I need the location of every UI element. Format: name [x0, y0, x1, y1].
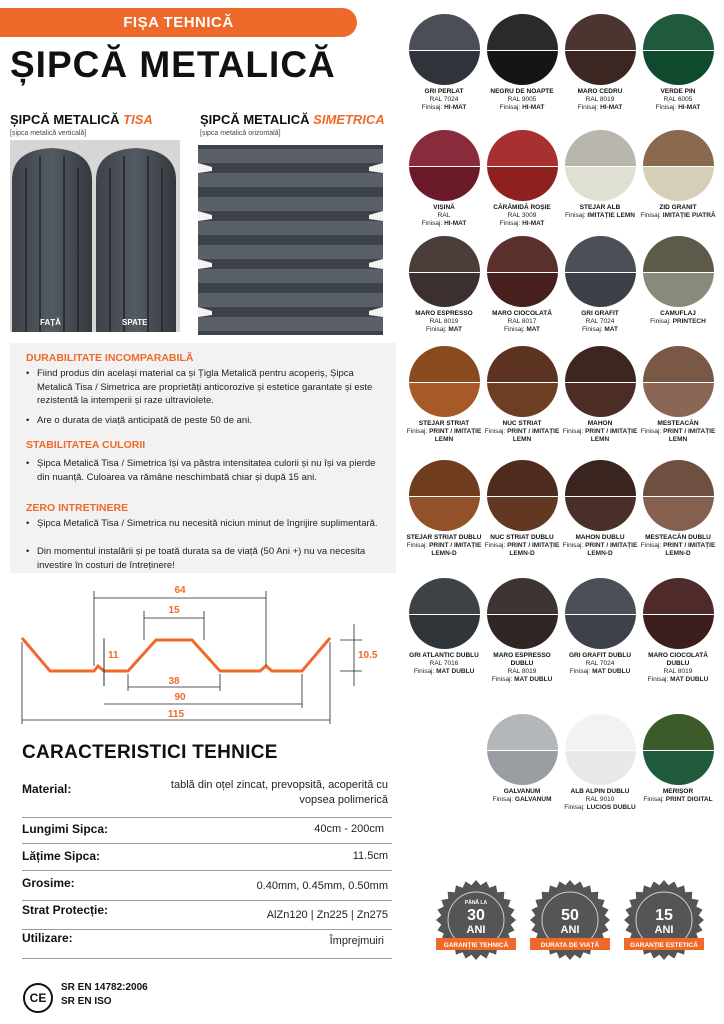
swatch-finish	[638, 676, 718, 684]
color-swatch[interactable]	[638, 236, 718, 326]
swatch-circle	[565, 346, 636, 417]
swatch-name: NUC STRIAT DUBLU	[490, 534, 554, 541]
finish-value: PRINT / IMITAȚIE LEMN	[585, 428, 638, 443]
swatch-name: MARO ESPRESSO DUBLU	[493, 652, 551, 667]
finish-label: Finisaj:	[406, 542, 428, 549]
simetrica-photo-art	[198, 145, 383, 335]
swatch-ral: RAL	[437, 212, 451, 219]
warranty-badge	[620, 878, 708, 966]
finish-value: HI-MAT	[522, 220, 545, 227]
color-swatch[interactable]	[638, 714, 718, 804]
finish-value: GALVANUM	[514, 796, 552, 803]
dim-115: 115	[167, 709, 185, 720]
swatch-ral: RAL 7024	[585, 660, 615, 667]
swatch-texture	[643, 130, 714, 166]
swatch-name: VIȘINĂ	[433, 204, 455, 211]
badge-unit: ANI	[466, 924, 486, 936]
tech-row-material	[22, 778, 392, 818]
color-swatch[interactable]	[482, 130, 562, 228]
swatch-finish	[638, 428, 718, 444]
tech-row-label: Utilizare:	[22, 931, 73, 945]
swatch-ral: RAL 8019	[663, 668, 693, 675]
header-pill	[0, 8, 357, 37]
swatch-circle	[409, 460, 480, 531]
color-swatch[interactable]	[482, 346, 562, 444]
tech-row-length	[22, 822, 392, 844]
tech-row-value: Împrejmuiri	[329, 935, 384, 947]
swatch-finish	[638, 542, 718, 558]
finish-label: Finisaj:	[647, 676, 669, 683]
simetrica-title-prefix: ȘIPCĂ METALICĂ	[200, 112, 314, 127]
swatch-color	[565, 614, 636, 650]
tech-row-usage	[22, 931, 392, 959]
back-label: SPATE	[122, 318, 148, 327]
swatch-circle	[409, 578, 480, 649]
swatch-color	[565, 496, 636, 532]
finish-value: IMITAȚIE LEMN	[587, 212, 635, 219]
swatch-color	[409, 166, 480, 202]
finish-label: Finisaj:	[655, 104, 677, 111]
swatch-color	[643, 496, 714, 532]
swatch-color	[409, 50, 480, 86]
finish-label: Finisaj:	[499, 104, 521, 111]
color-swatch[interactable]	[404, 578, 484, 676]
swatch-finish	[404, 542, 484, 558]
swatch-texture	[487, 460, 558, 496]
color-swatch[interactable]	[638, 460, 718, 558]
swatch-texture	[487, 578, 558, 614]
badge-unit: ANI	[560, 924, 580, 936]
finish-label: Finisaj:	[640, 212, 661, 219]
finish-value: HI-MAT	[678, 104, 701, 111]
color-swatch[interactable]	[404, 236, 484, 334]
color-swatch[interactable]	[638, 130, 718, 220]
swatch-texture	[487, 14, 558, 50]
finish-value: PRINT / IMITAȚIE LEMN-D	[585, 542, 638, 557]
swatch-finish	[404, 326, 484, 334]
finish-label: Finisaj:	[413, 668, 435, 675]
finish-label: Finisaj:	[565, 212, 586, 219]
finish-value: HI-MAT	[444, 104, 467, 111]
swatch-circle	[643, 578, 714, 649]
swatch-name: NUC STRIAT	[502, 420, 542, 427]
swatch-circle	[487, 460, 558, 531]
swatch-name: ALB ALPIN DUBLU	[570, 788, 630, 795]
color-bullet-1: • Șipca Metalică Tisa / Simetrica își va păstra intensitatea culorii și nu își va pierde din nuanță. Culoarea va rămâne neschimbată chiar și după 15 ani.	[26, 457, 386, 484]
swatch-ral: RAL 8019	[585, 96, 615, 103]
dim-38: 38	[168, 676, 180, 687]
swatch-ral: RAL 7024	[429, 96, 459, 103]
swatch-finish	[482, 676, 562, 684]
swatch-texture	[487, 714, 558, 750]
swatch-name: MESTEACĂN	[657, 420, 699, 427]
swatch-name: STEJAR ALB	[579, 204, 621, 211]
swatch-texture	[565, 14, 636, 50]
finish-label: Finisaj:	[503, 326, 525, 333]
tech-row-value: 40cm - 200cm	[314, 823, 384, 835]
swatch-name: MARO ESPRESSO	[415, 310, 473, 317]
tech-row-protection	[22, 903, 392, 930]
swatch-name: GRI GRAFIT	[581, 310, 619, 317]
finish-label: Finisaj:	[581, 326, 603, 333]
swatch-circle	[487, 236, 558, 307]
swatch-color	[643, 50, 714, 86]
tech-row-value: 11.5cm	[352, 850, 388, 862]
swatch-finish	[404, 428, 484, 444]
tech-row-label: Lățime Sipca:	[22, 849, 101, 863]
swatch-texture	[643, 14, 714, 50]
swatch-circle	[487, 346, 558, 417]
swatch-color	[409, 496, 480, 532]
swatch-texture	[565, 130, 636, 166]
durability-bullet-1: • Fiind produs din același material ca și Țigla Metalică pentru acoperiș, Șipca Metalică Tisa / Simetrica are proprietăți anticorozive și estetice garantate și este rezistentă la intemperii și raze ultraviolete.	[26, 367, 386, 408]
swatch-ral: RAL 8017	[507, 318, 537, 325]
swatch-name: MARO CIOCOLATĂ	[492, 310, 552, 317]
tech-row-thickness	[22, 876, 392, 901]
finish-label: Finisaj:	[650, 318, 671, 325]
page-title: ȘIPCĂ METALICĂ	[10, 44, 336, 85]
tech-row-label: Lungimi Sipca:	[22, 822, 109, 836]
swatch-ral: RAL 8019	[429, 318, 459, 325]
maintenance-bullet-1: • Șipca Metalică Tisa / Simetrica nu necesită niciun minut de îngrijire suplimentară.	[26, 517, 386, 531]
swatch-name: MAHON	[587, 420, 613, 427]
color-swatch[interactable]	[560, 346, 640, 444]
color-swatch[interactable]	[482, 714, 562, 804]
swatch-name: ZID GRANIT	[659, 204, 697, 211]
badge-number: 30	[467, 907, 485, 924]
color-swatch[interactable]	[560, 236, 640, 334]
simetrica-note: [șipca metalică orizontală]	[200, 130, 281, 137]
swatch-circle	[409, 346, 480, 417]
swatch-color	[487, 382, 558, 418]
swatch-color	[643, 166, 714, 202]
swatch-color	[487, 750, 558, 786]
color-swatch[interactable]	[482, 460, 562, 558]
finish-label: Finisaj:	[562, 428, 584, 435]
swatch-texture	[409, 346, 480, 382]
color-swatch[interactable]	[560, 14, 640, 112]
swatch-name: MERIȘOR	[662, 788, 694, 795]
swatch-texture	[409, 236, 480, 272]
swatch-color	[643, 614, 714, 650]
maintenance-bullet-2: • Din momentul instalării și pe toată durata sa de viață (50 Ani +) nu va necesita investire în costuri de întreținere!	[26, 545, 386, 572]
badge-number: 15	[655, 907, 673, 924]
finish-value: PRINT / IMITAȚIE LEMN	[429, 428, 482, 443]
swatch-circle	[643, 346, 714, 417]
finish-label: Finisaj:	[484, 542, 506, 549]
tisa-photo-art	[10, 140, 180, 332]
finish-label: Finisaj:	[406, 428, 428, 435]
swatch-ral: RAL 7016	[429, 660, 459, 667]
finish-label: Finisaj:	[643, 796, 664, 803]
face-label: FAȚĂ	[40, 318, 61, 327]
tech-row-value: tablă din oțel zincat, prevopsită, acoperită cu vopsea polimerică	[170, 779, 388, 806]
color-swatch[interactable]	[482, 14, 562, 112]
swatch-finish	[404, 104, 484, 112]
swatch-circle	[565, 130, 636, 201]
finish-value: MAT	[448, 326, 462, 333]
swatch-circle	[643, 130, 714, 201]
swatch-circle	[487, 14, 558, 85]
finish-label: Finisaj:	[569, 668, 591, 675]
swatch-circle	[643, 714, 714, 785]
ce-mark: CE	[23, 983, 53, 1013]
simetrica-title-accent: SIMETRICA	[313, 112, 385, 127]
swatch-texture	[643, 714, 714, 750]
swatch-color	[409, 382, 480, 418]
finish-value: PRINT DIGITAL	[665, 796, 713, 803]
profile-drawing	[10, 578, 390, 728]
color-swatch[interactable]	[560, 460, 640, 558]
finish-value: PRINT / IMITAȚIE LEMN-D	[507, 542, 560, 557]
finish-value: IMITAȚIE PIATRĂ	[662, 212, 716, 219]
tech-row-value: AlZn120 | Zn225 | Zn275	[266, 909, 388, 921]
swatch-finish	[482, 220, 562, 228]
finish-value: LUCIOS DUBLU	[586, 804, 636, 811]
color-swatch[interactable]	[482, 578, 562, 684]
color-swatch[interactable]	[404, 346, 484, 444]
swatch-color	[643, 272, 714, 308]
finish-label: Finisaj:	[421, 104, 443, 111]
cert-line-2: SR EN ISO	[61, 996, 112, 1007]
swatch-color	[565, 272, 636, 308]
finish-label: Finisaj:	[484, 428, 506, 435]
swatch-color	[487, 614, 558, 650]
color-swatch[interactable]	[404, 460, 484, 558]
finish-label: Finisaj:	[564, 804, 585, 811]
swatch-name: STEJAR STRIAT DUBLU	[406, 534, 482, 541]
color-swatch[interactable]	[560, 130, 640, 220]
swatch-ral: RAL 9005	[507, 96, 537, 103]
dim-10-5: 10.5	[358, 650, 378, 661]
color-swatch[interactable]	[404, 130, 484, 228]
finish-value: MAT DUBLU	[514, 676, 553, 683]
swatch-finish	[482, 104, 562, 112]
swatch-color	[565, 50, 636, 86]
tech-row-label: Material:	[22, 782, 72, 796]
swatch-circle	[565, 460, 636, 531]
color-heading: STABILITATEA CULORII	[26, 439, 146, 451]
swatch-finish	[482, 428, 562, 444]
maintenance-heading: ZERO INTRETINERE	[26, 502, 129, 514]
swatch-circle	[487, 714, 558, 785]
swatch-finish	[638, 212, 718, 220]
badge-label: DURATA DE VIAȚĂ	[540, 942, 600, 949]
dim-15: 15	[168, 605, 180, 616]
tech-row-width	[22, 849, 392, 871]
finish-label: Finisaj:	[491, 676, 513, 683]
finish-value: HI-MAT	[522, 104, 545, 111]
swatch-texture	[487, 236, 558, 272]
finish-value: HI-MAT	[444, 220, 467, 227]
finish-value: MAT	[604, 326, 618, 333]
color-swatch[interactable]	[638, 578, 718, 684]
color-swatch[interactable]	[404, 14, 484, 112]
simetrica-photo	[198, 145, 383, 335]
swatch-texture	[643, 236, 714, 272]
header-pill-text: FIȘA TEHNICĂ	[123, 14, 234, 31]
swatch-color	[487, 272, 558, 308]
swatch-finish	[560, 104, 640, 112]
color-swatch[interactable]	[560, 578, 640, 676]
swatch-texture	[409, 14, 480, 50]
swatch-ral: RAL 6005	[663, 96, 693, 103]
swatch-circle	[643, 14, 714, 85]
finish-label: Finisaj:	[577, 104, 599, 111]
swatch-texture	[487, 346, 558, 382]
dim-11: 11	[108, 650, 119, 661]
swatch-name: CAMUFLAJ	[660, 310, 696, 317]
swatch-name: CĂRĂMIDĂ ROȘIE	[493, 204, 551, 211]
swatch-circle	[565, 14, 636, 85]
swatch-finish	[638, 104, 718, 112]
dim-64: 64	[174, 585, 186, 596]
swatch-color	[565, 750, 636, 786]
tisa-title-accent: TISA	[123, 112, 153, 127]
swatch-name: GRI PERLAT	[424, 88, 464, 95]
swatch-texture	[409, 130, 480, 166]
finish-label: Finisaj:	[421, 220, 443, 227]
swatch-color	[409, 614, 480, 650]
swatch-finish	[560, 326, 640, 334]
swatch-finish	[560, 542, 640, 558]
tisa-title-prefix: ȘIPCĂ METALICĂ	[10, 112, 124, 127]
finish-value: HI-MAT	[600, 104, 623, 111]
swatch-circle	[409, 236, 480, 307]
swatch-texture	[487, 130, 558, 166]
tech-row-value: 0.40mm, 0.45mm, 0.50mm	[256, 880, 388, 892]
swatch-finish	[482, 326, 562, 334]
swatch-name: VERDE PIN	[660, 88, 696, 95]
finish-label: Finisaj:	[492, 796, 514, 803]
swatch-circle	[487, 130, 558, 201]
swatch-name: GALVANUM	[503, 788, 541, 795]
swatch-ral: RAL 3009	[507, 212, 537, 219]
finish-value: PRINT / IMITAȚIE LEMN	[507, 428, 560, 443]
color-swatch[interactable]	[560, 714, 640, 812]
badge-label: GARANȚIE ESTETICĂ	[630, 942, 698, 949]
swatch-color	[487, 50, 558, 86]
badge-number: 50	[561, 907, 579, 924]
swatch-circle	[487, 578, 558, 649]
swatch-texture	[409, 460, 480, 496]
badge-label: GARANȚIE TEHNICĂ	[443, 942, 509, 949]
finish-label: Finisaj:	[640, 542, 662, 549]
finish-label: Finisaj:	[425, 326, 447, 333]
finish-value: PRINTECH	[672, 318, 706, 325]
swatch-circle	[565, 714, 636, 785]
swatch-finish	[638, 796, 718, 804]
finish-value: MAT DUBLU	[592, 668, 631, 675]
swatch-finish	[560, 668, 640, 676]
swatch-name: MAHON DUBLU	[575, 534, 625, 541]
swatch-color	[487, 496, 558, 532]
swatch-ral: RAL 9010	[585, 796, 615, 803]
swatch-finish	[404, 220, 484, 228]
dim-90: 90	[174, 692, 186, 703]
badge-prefix: PÂNĂ LA	[464, 900, 488, 906]
swatch-name: STEJAR STRIAT	[418, 420, 470, 427]
tech-row-label: Strat Protecție:	[22, 903, 109, 917]
finish-label: Finisaj:	[499, 220, 521, 227]
badge-unit: ANI	[654, 924, 674, 936]
swatch-name: MARO CIOCOLATĂ DUBLU	[648, 652, 708, 667]
swatch-texture	[565, 578, 636, 614]
swatch-color	[409, 272, 480, 308]
swatch-texture	[643, 460, 714, 496]
swatch-texture	[565, 460, 636, 496]
swatch-name: NEGRU DE NOAPTE	[490, 88, 554, 95]
tisa-note: [șipca metalică verticală]	[10, 130, 87, 137]
swatch-finish	[560, 212, 640, 220]
durability-bullet-2: • Are o durata de viață anticipată de peste 50 de ani.	[26, 414, 386, 428]
swatch-texture	[565, 346, 636, 382]
finish-value: MAT	[526, 326, 540, 333]
swatch-finish	[482, 796, 562, 804]
swatch-color	[565, 382, 636, 418]
swatch-texture	[409, 578, 480, 614]
tisa-photo	[10, 140, 180, 332]
swatch-name: GRI GRAFIT DUBLU	[568, 652, 632, 659]
finish-value: PRINT / IMITAȚIE LEMN-D	[429, 542, 482, 557]
durability-heading: DURABILITATE INCOMPARABILĂ	[26, 352, 194, 364]
swatch-texture	[643, 346, 714, 382]
finish-value: PRINT / IMITAȚIE LEMN	[663, 428, 716, 443]
swatch-circle	[565, 578, 636, 649]
swatch-circle	[643, 460, 714, 531]
swatch-texture	[643, 578, 714, 614]
finish-value: MAT DUBLU	[670, 676, 709, 683]
finish-value: MAT DUBLU	[436, 668, 475, 675]
swatch-color	[565, 166, 636, 202]
swatch-name: MESTEACĂN DUBLU	[645, 534, 711, 541]
swatch-circle	[643, 236, 714, 307]
tech-title: CARACTERISTICI TEHNICE	[22, 742, 278, 763]
tisa-title	[10, 112, 153, 127]
swatch-ral: RAL 7024	[585, 318, 615, 325]
simetrica-title	[200, 112, 385, 127]
swatch-name: MARO CEDRU	[577, 88, 623, 95]
swatch-ral: RAL 8019	[507, 668, 537, 675]
swatch-circle	[409, 14, 480, 85]
swatch-color	[487, 166, 558, 202]
warranty-badge	[432, 878, 520, 966]
finish-label: Finisaj:	[562, 542, 584, 549]
color-swatch[interactable]	[638, 346, 718, 444]
swatch-color	[643, 750, 714, 786]
warranty-badge	[526, 878, 614, 966]
swatch-texture	[565, 236, 636, 272]
swatch-circle	[565, 236, 636, 307]
swatch-texture	[565, 714, 636, 750]
swatch-name: GRI ATLANTIC DUBLU	[409, 652, 479, 659]
finish-label: Finisaj:	[640, 428, 662, 435]
tech-row-label: Grosime:	[22, 876, 75, 890]
color-swatch[interactable]	[638, 14, 718, 112]
swatch-finish	[560, 428, 640, 444]
cert-line-1: SR EN 14782:2006	[61, 982, 148, 993]
swatch-finish	[560, 804, 640, 812]
swatch-circle	[409, 130, 480, 201]
swatch-finish	[638, 318, 718, 326]
finish-value: PRINT / IMITAȚIE LEMN-D	[663, 542, 716, 557]
swatch-finish	[482, 542, 562, 558]
swatch-color	[643, 382, 714, 418]
color-swatch[interactable]	[482, 236, 562, 334]
swatch-finish	[404, 668, 484, 676]
